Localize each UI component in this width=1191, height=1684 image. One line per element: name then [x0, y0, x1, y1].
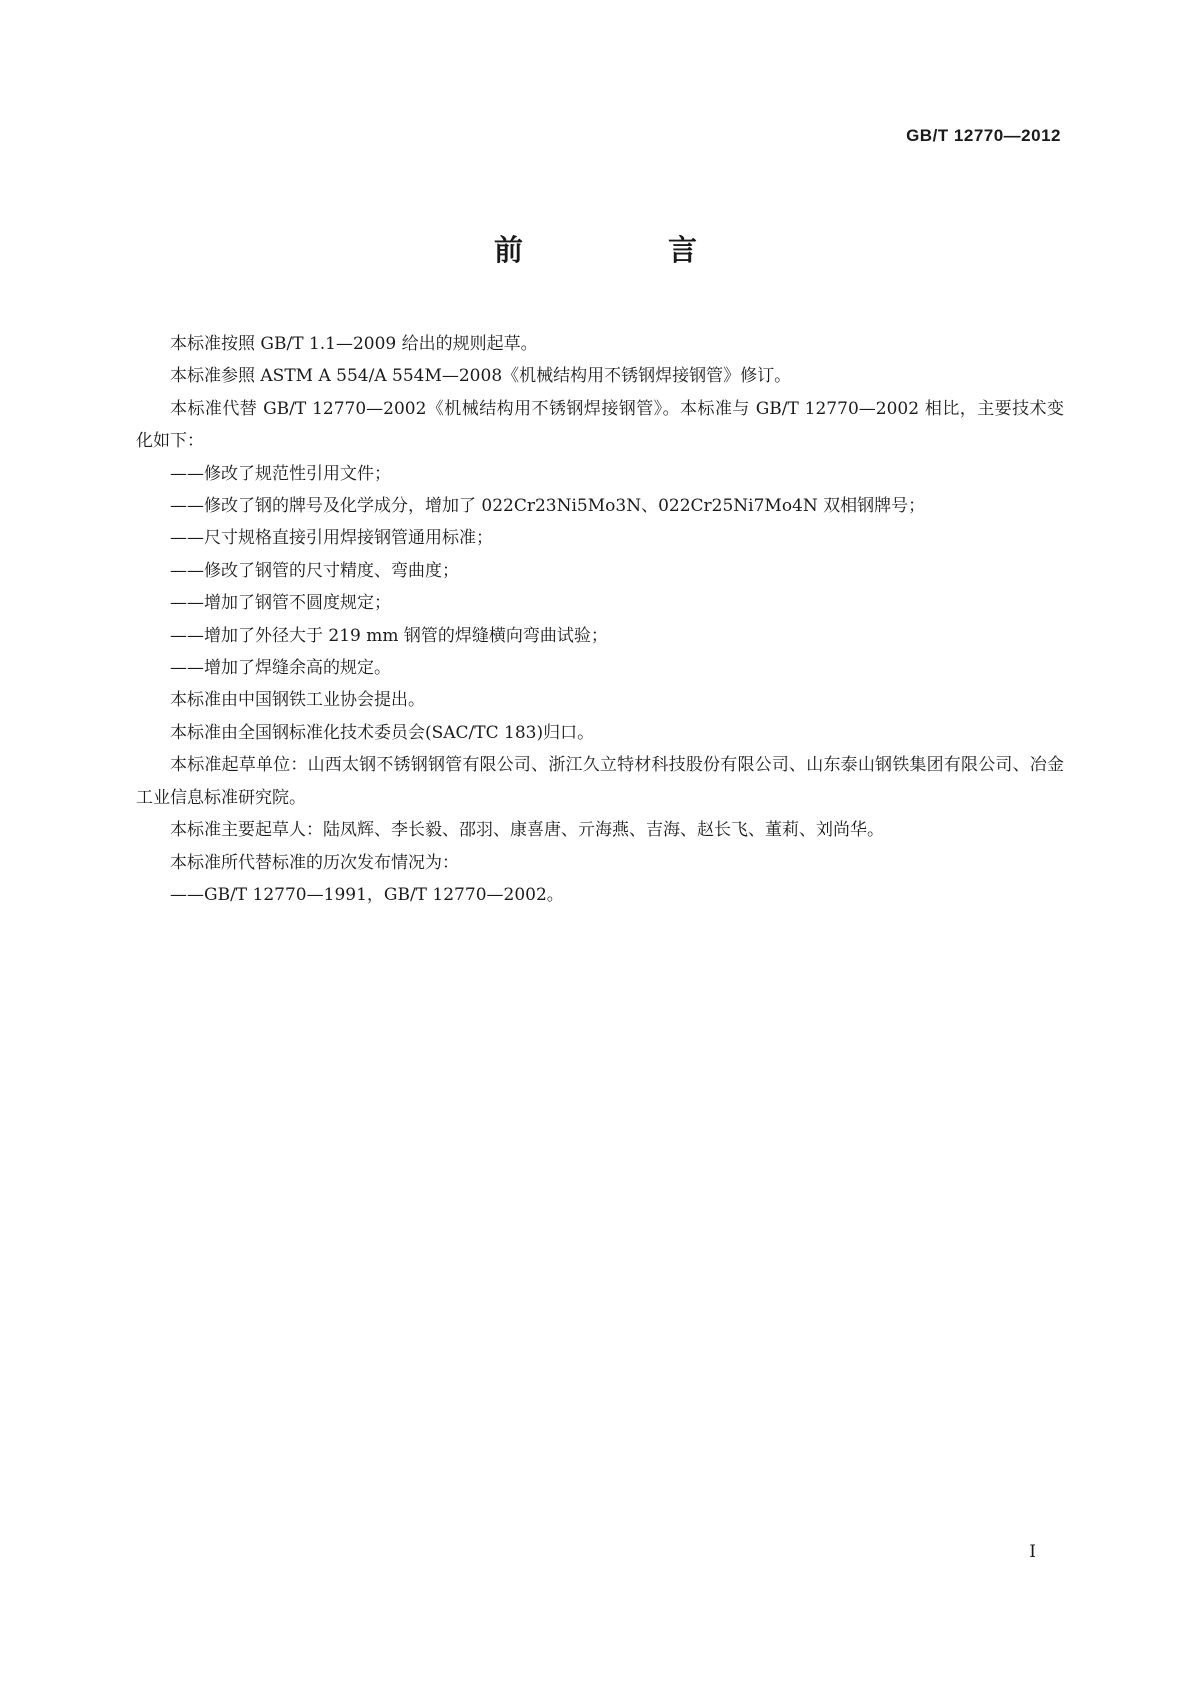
paragraph-drafters: 本标准主要起草人：陆凤辉、李长毅、邵羽、康喜唐、亓海燕、吉海、赵长飞、董莉、刘尚华。 [170, 820, 884, 841]
change-item-out-of-roundness: ——增加了钢管不圆度规定； [170, 593, 391, 614]
paragraph-replacement: 本标准代替 GB/T 12770—2002《机械结构用不锈钢焊接钢管》。本标准与 GB/T 12770—2002 相比，主要技术变化如下： [136, 398, 1064, 452]
paragraph-history-intro: 本标准所代替标准的历次发布情况为： [170, 852, 459, 873]
paragraph-drafting-units: 本标准起草单位：山西太钢不锈钢钢管有限公司、浙江久立特材科技股份有限公司、山东泰山钢铁集团有限公司、冶金工业信息标准研究院。 [136, 755, 1064, 808]
paragraph-centralized-by: 本标准由全国钢标准化技术委员会(SAC/TC 183)归口。 [170, 722, 595, 743]
page-title: 前 言 [493, 233, 755, 267]
change-item-dimensions: ——尺寸规格直接引用焊接钢管通用标准； [170, 528, 493, 549]
change-item-accuracy-straightness: ——修改了钢管的尺寸精度、弯曲度； [170, 560, 459, 581]
paragraph-proposed-by: 本标准由中国钢铁工业协会提出。 [170, 690, 425, 711]
standard-code-header: GB/T 12770—2012 [906, 126, 1061, 145]
paragraph-reference-standard: 本标准参照 ASTM A 554/A 554M—2008《机械结构用不锈钢焊接钢管》修订。 [170, 366, 792, 387]
paragraph-drafting-rules: 本标准按照 GB/T 1.1—2009 给出的规则起草。 [170, 334, 538, 354]
history-item-previous-editions: ——GB/T 12770—1991，GB/T 12770—2002。 [170, 884, 564, 905]
change-item-weld-reinforcement: ——增加了焊缝余高的规定。 [170, 658, 391, 679]
change-item-normative-references: ——修改了规范性引用文件； [170, 463, 391, 484]
change-item-steel-grades: ——修改了钢的牌号及化学成分，增加了 022Cr23Ni5Mo3N、022Cr25Ni7Mo4N 双相钢牌号； [170, 496, 926, 517]
page-number: I [1029, 1542, 1036, 1562]
change-item-bend-test: ——增加了外径大于 219 mm 钢管的焊缝横向弯曲试验； [170, 625, 608, 646]
preface-body [136, 328, 1064, 911]
